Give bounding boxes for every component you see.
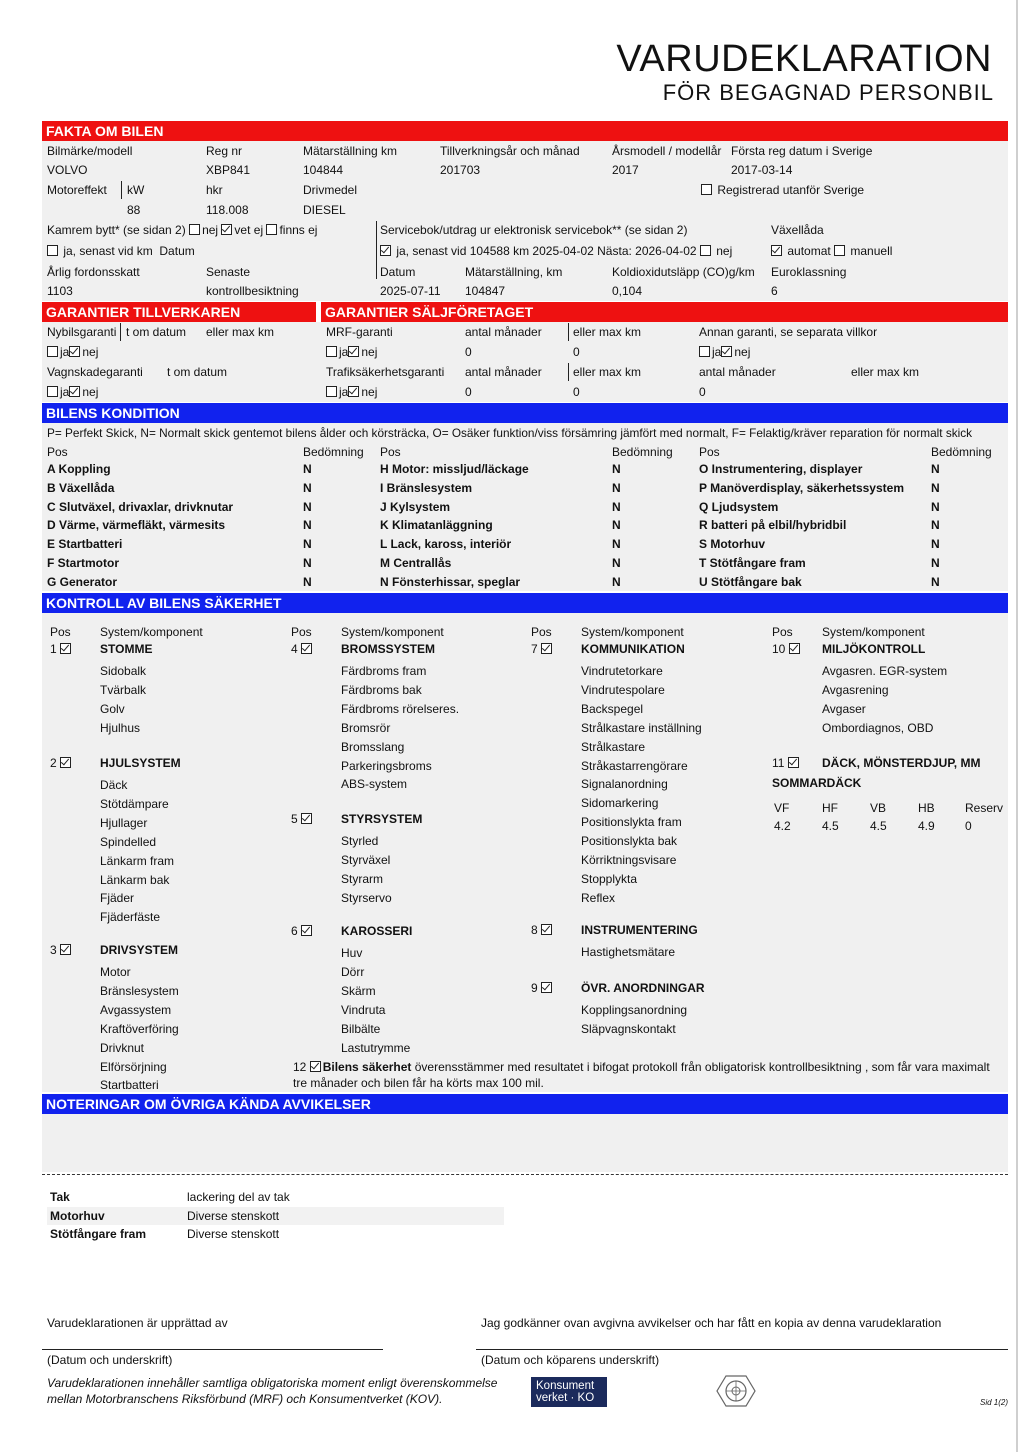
sakerhet-item: Huv [341, 946, 363, 960]
kondition-item-label: O Instrumentering, displayer [699, 462, 863, 476]
sakerhet-item: Bränslesystem [100, 983, 179, 998]
mrf-janej: ja nej [326, 345, 377, 359]
annan-maxkm: eller max km [851, 365, 920, 379]
kondition-item-label: Q Ljudsystem [699, 499, 779, 514]
checkbox-checked-icon[interactable] [348, 386, 359, 397]
annan-antal: antal månader [699, 365, 776, 379]
sakerhet-item: Kraftöverföring [100, 1021, 179, 1036]
sakerhet-group-header: 10 [772, 642, 802, 656]
fakta-value: VOLVO [47, 163, 88, 177]
sakerhet-item: ABS-system [341, 777, 408, 792]
kondition-item-grade: N [303, 518, 312, 533]
trafik-antal-value: 0 [465, 385, 472, 399]
euro-label: Euroklassning [771, 265, 847, 279]
sakerhet-item: Motor [100, 965, 131, 979]
sakerhet-item: Fjäder [100, 891, 135, 906]
sakerhet-item: Ombordiagnos, OBD [822, 720, 934, 735]
kondition-item-grade: N [303, 574, 312, 589]
sakerhet-group-title: STYRSYSTEM [341, 812, 423, 826]
sakerhet-item: Signalanordning [581, 777, 668, 792]
kondition-item-label: I Bränslesystem [380, 480, 473, 495]
trafik-maxkm: eller max km [573, 365, 642, 379]
annan-antal-value: 0 [699, 385, 706, 399]
kondition-item-label: L Lack, kaross, interiör [380, 537, 512, 552]
checkbox-checked-icon[interactable] [60, 643, 71, 654]
sakerhet-item: Strålkastare inställning [581, 720, 702, 735]
sakerhet-item: Strålkastare [581, 739, 646, 754]
checkbox-checked-icon[interactable] [789, 643, 800, 654]
garanti-saljare-header: GARANTIER SÄLJFÖRETAGET [321, 302, 1008, 322]
kondition-item-grade: N [303, 556, 312, 570]
trafik-label: Trafiksäkerhetsgaranti [326, 365, 445, 379]
kondition-item-grade: N [612, 462, 621, 476]
hkr-label: hkr [206, 183, 223, 197]
tire-label: HF [822, 801, 838, 815]
sakerhet-item: Backspegel [581, 701, 644, 716]
fakta-value: 201703 [440, 163, 481, 177]
sakerhet-item: Stötdämpare [100, 796, 169, 811]
kondition-item-grade: N [931, 480, 940, 495]
checkbox-checked-icon[interactable] [301, 813, 312, 824]
bilens-sakerhet-row: 12 Bilens säkerhet överensstämmer med resultatet i bifogat protokoll från obligatorisk kontrollbesiktning , som får vara maximalt [293, 1060, 990, 1074]
sakerhet-item: Positionslykta fram [581, 815, 682, 830]
sakerhet-group-header: 4 [291, 642, 314, 656]
sakerhet-item: Avgaser [822, 701, 866, 716]
noteringar-area [42, 1114, 1008, 1172]
sakerhet-item: Släpvagnskontakt [581, 1021, 676, 1036]
fakta-value: 104844 [303, 163, 344, 177]
kondition-item-grade: N [612, 499, 621, 514]
checkbox-checked-icon[interactable] [60, 944, 71, 955]
upprattad-label: Varudeklarationen är upprättad av [47, 1316, 228, 1330]
sakerhet-item: Styrväxel [341, 852, 391, 867]
checkbox-icon[interactable] [700, 245, 711, 256]
driv-label: Drivmedel [303, 183, 358, 197]
kondition-item-label: U Stötfångare bak [699, 574, 802, 589]
checkbox-checked-icon[interactable] [771, 245, 782, 256]
mrf-antal-value: 0 [465, 345, 472, 359]
sakerhet-item: Körriktningsvisare [581, 853, 677, 867]
sakerhet-item: Hastighetsmätare [581, 945, 676, 959]
sakerhet-system-header: System/komponent [822, 625, 925, 639]
sakerhet-group-header: 1 [50, 642, 73, 656]
motor-label: Motoreffekt [47, 183, 107, 197]
kondition-item-label: F Startmotor [47, 556, 119, 570]
sakerhet-item: Drivknut [100, 1040, 145, 1055]
kondition-item-label: A Koppling [47, 462, 111, 476]
sakerhet-item: Elförsörjning [100, 1059, 167, 1074]
euro-value: 6 [771, 284, 778, 298]
sakerhet-group-title: KOMMUNIKATION [581, 642, 685, 656]
checkbox-checked-icon[interactable] [348, 346, 359, 357]
sakerhet-header: KONTROLL AV BILENS SÄKERHET [42, 593, 1008, 613]
fakta-label: Mätarställning km [303, 144, 398, 158]
konsumentverket-logo: Konsument verket · KO [531, 1377, 607, 1407]
sakerhet-item: Avgassystem [100, 1002, 172, 1017]
kondition-header: BILENS KONDITION [42, 403, 1008, 423]
kondition-item-label: P Manöverdisplay, säkerhetssystem [699, 480, 904, 495]
kondition-item-grade: N [612, 574, 621, 589]
garanti-tillverkaren-header: GARANTIER TILLVERKAREN [42, 302, 316, 322]
sakerhet-group-title: INSTRUMENTERING [581, 923, 698, 937]
sakerhet-group-header: 8 [531, 923, 554, 937]
sakerhet-group-title: STOMME [100, 642, 153, 656]
sakerhet-pos-header: Pos [531, 625, 552, 639]
sakerhet-item: Färdbroms rörelseres. [341, 701, 460, 716]
checkbox-icon[interactable] [326, 346, 337, 357]
skatt-value: 1103 [47, 284, 73, 298]
sakerhet-item: Vindruta [341, 1002, 386, 1017]
sakerhet-pos-header: Pos [50, 625, 71, 639]
nybil-tom: t om datum [126, 325, 187, 339]
tire-value: 4.5 [822, 819, 839, 833]
sakerhet-item: Startbatteri [100, 1078, 159, 1093]
sakerhet-item: Bromsslang [341, 739, 405, 754]
tire-value: 4.5 [870, 819, 887, 833]
godkanner-label: Jag godkänner ovan avgivna avvikelser och har fått en kopia av denna varudeklaration [481, 1316, 942, 1330]
kondition-item-label: G Generator [47, 574, 118, 589]
kamrem-ja-row: ja, senast vid km Datum [47, 244, 195, 258]
checkbox-checked-icon[interactable] [60, 757, 71, 768]
kondition-item-grade: N [303, 537, 312, 552]
datum-label: Datum [380, 265, 416, 279]
checkbox-checked-icon[interactable] [69, 386, 80, 397]
sakerhet-item: Spindelled [100, 834, 157, 849]
kond-bed-1: Bedömning [303, 445, 364, 459]
sakerhet-group-title: MILJÖKONTROLL [822, 642, 926, 656]
vaxel-label: Växellåda [771, 223, 824, 237]
tire-label: VB [870, 801, 887, 815]
checkbox-icon [701, 184, 712, 195]
kondition-item-label: E Startbatteri [47, 537, 123, 552]
matar-label: Mätarställning, km [465, 265, 563, 279]
sakerhet-item: Parkeringsbroms [341, 758, 432, 773]
disclaimer-1: Varudeklarationen innehåller samtliga obligatoriska moment enligt överenskommelse [47, 1376, 498, 1390]
annan-janej: ja nej [699, 345, 750, 359]
kondition-item-label: C Slutväxel, drivaxlar, drivknutar [47, 499, 234, 514]
checkbox-icon[interactable] [326, 386, 337, 397]
kondition-item-label: K Klimatanläggning [380, 518, 493, 533]
nybil-maxkm: eller max km [206, 325, 275, 339]
kontroll-label: kontrollbesiktning [206, 284, 299, 298]
trafik-maxkm-value: 0 [573, 385, 580, 399]
checkbox-icon[interactable] [47, 346, 58, 357]
sakerhet-item: Avgasren. EGR-system [822, 664, 948, 678]
checkbox-icon[interactable] [266, 224, 277, 235]
vagnskada-tom: t om datum [167, 365, 228, 379]
checkbox-checked-icon[interactable] [310, 1061, 321, 1072]
sakerhet-group-header: 3 [50, 943, 73, 957]
kondition-item-grade: N [931, 462, 940, 476]
checkbox-checked-icon[interactable] [221, 224, 232, 235]
trafik-janej: ja nej [326, 385, 377, 399]
sakerhet-item: Vindrutetorkare [581, 664, 663, 678]
checkbox-checked-icon[interactable] [69, 346, 80, 357]
trafik-antal: antal månader [465, 365, 542, 379]
sakerhet-item: Positionslykta bak [581, 834, 678, 849]
sakerhet-item: Avgasrening [822, 682, 889, 697]
nybil-label: Nybilsgaranti [47, 325, 117, 339]
tire-label: VF [774, 801, 790, 815]
sakerhet-group-title: BROMSSYSTEM [341, 642, 436, 656]
fakta-value: 2017 [612, 163, 639, 177]
skatt-label: Årlig fordonsskatt [47, 265, 140, 279]
checkbox-icon[interactable] [47, 386, 58, 397]
noteringar-header: NOTERINGAR OM ÖVRIGA KÄNDA AVVIKELSER [42, 1094, 1008, 1114]
tire-value: 4.2 [774, 819, 791, 833]
kondition-item-grade: N [931, 556, 940, 570]
vagnskada-janej: ja nej [47, 385, 98, 399]
fakta-label: Bilmärke/modell [47, 144, 133, 158]
kondition-item-grade: N [931, 574, 940, 589]
mrf-antal: antal månader [465, 325, 542, 339]
mrf-seal-icon [716, 1374, 756, 1408]
bilens-sakerhet-row2: tre månader och bilen får ha körts max 100 mil. [293, 1076, 544, 1090]
checkbox-checked-icon[interactable] [721, 346, 732, 357]
kondition-item-grade: N [612, 537, 621, 552]
co2-value: 0,104 [612, 284, 643, 298]
vagnskada-label: Vagnskadegaranti [47, 365, 143, 379]
checkbox-icon[interactable] [189, 224, 200, 235]
fakta-value: XBP841 [206, 163, 251, 177]
kondition-item-label: M Centrallås [380, 556, 452, 570]
sakerhet-item: Stopplykta [581, 871, 638, 886]
sakerhet-group-header: 7 [531, 642, 554, 656]
sakerhet-item: Kopplingsanordning [581, 1003, 688, 1017]
kond-bed-2: Bedömning [612, 445, 673, 459]
signature-line-buyer[interactable] [476, 1349, 1008, 1350]
kondition-item-label: D Värme, värmefläkt, värmesits [47, 518, 226, 533]
kondition-item-grade: N [612, 518, 621, 533]
kondition-item-label: H Motor: missljud/läckage [380, 462, 529, 476]
checkbox-icon[interactable] [699, 346, 710, 357]
kond-pos-2: Pos [380, 445, 401, 459]
sakerhet-group-title: HJULSYSTEM [100, 756, 181, 770]
driv-value: DIESEL [303, 203, 346, 217]
datum-sign-label: (Datum och underskrift) [47, 1353, 173, 1367]
note-text: Diverse stenskott [187, 1227, 280, 1241]
page-title: VARUDEKLARATION [616, 38, 992, 80]
page-subtitle: FÖR BEGAGNAD PERSONBIL [662, 80, 994, 105]
senaste-label: Senaste [206, 265, 251, 279]
sakerhet-item: Däck [100, 778, 128, 792]
tire-value: 0 [965, 819, 972, 833]
checkbox-checked-icon[interactable] [541, 924, 552, 935]
sakerhet-item: Sidomarkering [581, 796, 659, 811]
sakerhet-item: Styrled [341, 834, 379, 848]
sakerhet-item: Dörr [341, 964, 365, 979]
kondition-item-grade: N [612, 556, 621, 570]
note-part: Motorhuv [50, 1208, 105, 1223]
sakerhet-group-title: DRIVSYSTEM [100, 943, 179, 957]
kondition-item-grade: N [303, 499, 312, 514]
kw-value: 88 [127, 203, 141, 217]
mrf-maxkm: eller max km [573, 325, 642, 339]
tire-label: HB [918, 801, 935, 815]
sakerhet-item: Fjäderfäste [100, 910, 161, 925]
kondition-item-label: N Fönsterhissar, speglar [380, 574, 521, 589]
sakerhet-item: Golv [100, 701, 125, 716]
sakerhet-item: Bromsrör [341, 720, 391, 735]
checkbox-checked-icon[interactable] [301, 925, 312, 936]
sakerhet-system-header: System/komponent [341, 625, 444, 639]
mrf-maxkm-value: 0 [573, 345, 580, 359]
kondition-item-grade: N [931, 537, 940, 552]
matar-value: 104847 [465, 284, 506, 298]
sakerhet-group-header: 6 [291, 924, 314, 938]
checkbox-checked-icon[interactable] [541, 982, 552, 993]
sakerhet-group-header: 11 [772, 756, 801, 770]
kondition-item-grade: N [931, 499, 940, 514]
sakerhet-item: Styrarm [341, 871, 383, 886]
hkr-value: 118.008 [206, 203, 249, 217]
vaxel-row: automat manuell [771, 244, 892, 258]
sakerhet-group-header: 5 [291, 812, 314, 826]
sakerhet-item: Lastutrymme [341, 1040, 411, 1055]
kondition-item-grade: N [931, 518, 940, 533]
sakerhet-group-title: ÖVR. ANORDNINGAR [581, 981, 705, 995]
kondition-item-grade: N [303, 480, 312, 495]
kondition-item-label: J Kylsystem [380, 499, 451, 514]
sakerhet-item: Vindrutespolare [581, 682, 665, 697]
sakerhet-group-header: 2 [50, 756, 73, 770]
tire-label: Reserv [965, 801, 1004, 815]
kond-bed-3: Bedömning [931, 445, 992, 459]
sakerhet-item: Tvärbalk [100, 682, 147, 697]
datum-kopare-label: (Datum och köparens underskrift) [481, 1353, 660, 1367]
sakerhet-group-title: KAROSSERI [341, 924, 413, 938]
service-label: Servicebok/utdrag ur elektronisk servicebok** (se sidan 2) [380, 223, 688, 237]
fakta-label: Första reg datum i Sverige [731, 144, 873, 158]
kondition-item-label: S Motorhuv [699, 537, 765, 552]
checkbox-checked-icon[interactable] [541, 643, 552, 654]
sakerhet-system-header: System/komponent [100, 625, 203, 639]
sommardack-label: SOMMARDÄCK [772, 776, 862, 790]
nybil-janej: ja nej [47, 345, 98, 359]
kond-pos-3: Pos [699, 445, 720, 459]
sakerhet-group-header: 9 [531, 981, 554, 995]
note-text: lackering del av tak [187, 1190, 290, 1204]
kondition-item-label: B Växellåda [47, 480, 115, 495]
fakta-label: Årsmodell / modellår [612, 144, 722, 158]
checkbox-checked-icon[interactable] [301, 643, 312, 654]
note-text: Diverse stenskott [187, 1208, 280, 1223]
checkbox-icon[interactable] [834, 245, 845, 256]
sakerhet-group-title: DÄCK, MÖNSTERDJUP, MM [822, 756, 981, 770]
page-number: Sid 1(2) [980, 1398, 1009, 1407]
sakerhet-item: Skärm [341, 983, 376, 998]
signature-line-seller[interactable] [42, 1349, 383, 1350]
note-part: Tak [50, 1190, 70, 1204]
checkbox-checked-icon[interactable] [380, 245, 391, 256]
sakerhet-item: Styrservo [341, 890, 392, 905]
kw-label: kW [127, 183, 145, 197]
fakta-value: 2017-03-14 [731, 163, 793, 177]
sakerhet-item: Bilbälte [341, 1021, 381, 1036]
kondition-item-label: R batteri på elbil/hybridbil [699, 518, 847, 533]
disclaimer-2: mellan Motorbranschens Riksförbund (MRF) och Konsumentverket (KOV). [47, 1392, 443, 1406]
kondition-item-label: T Stötfångare fram [699, 556, 806, 570]
kondition-legend: P= Perfekt Skick, N= Normalt skick gentemot bilens ålder och körsträcka, O= Osäker funktion/viss försämring jämfört med normalt, F= Felaktig/kräver reparation för normalt skick [47, 426, 973, 440]
sakerhet-item: Stråkastarrengörare [581, 758, 688, 773]
kond-pos-1: Pos [47, 445, 68, 459]
co2-label: Koldioxidutsläpp (CO)g/km [612, 265, 755, 279]
fakta-label: Tillverkningsår och månad [440, 144, 580, 158]
checkbox-icon[interactable] [47, 245, 58, 256]
sakerhet-item: Hjulhus [100, 720, 141, 735]
sakerhet-item: Hjullager [100, 815, 148, 830]
sakerhet-item: Färdbroms bak [341, 682, 422, 697]
mrf-label: MRF-garanti [326, 325, 393, 339]
sakerhet-item: Länkarm bak [100, 872, 170, 887]
sakerhet-item: Länkarm fram [100, 853, 175, 868]
tire-value: 4.9 [918, 819, 935, 833]
kondition-item-grade: N [303, 462, 312, 476]
sakerhet-system-header: System/komponent [581, 625, 684, 639]
sakerhet-item: Sidobalk [100, 664, 147, 678]
kamrem-row: Kamrem bytt* (se sidan 2) nej vet ej finns ej [47, 223, 318, 237]
sakerhet-item: Reflex [581, 890, 616, 905]
kondition-item-grade: N [612, 480, 621, 495]
registrerad-checkbox[interactable]: Registrerad utanför Sverige [701, 183, 864, 197]
note-part: Stötfångare fram [50, 1227, 147, 1241]
sakerhet-pos-header: Pos [291, 625, 312, 639]
checkbox-checked-icon[interactable] [788, 757, 799, 768]
fakta-header: FAKTA OM BILEN [42, 121, 1008, 141]
annan-label: Annan garanti, se separata villkor [699, 325, 878, 339]
sakerhet-item: Färdbroms fram [341, 664, 427, 678]
datum-value: 2025-07-11 [380, 284, 441, 298]
fakta-label: Reg nr [206, 144, 243, 158]
service-row: ja, senast vid 104588 km 2025-04-02 Nästa: 2026-04-02 nej [380, 244, 732, 258]
sakerhet-pos-header: Pos [772, 625, 793, 639]
